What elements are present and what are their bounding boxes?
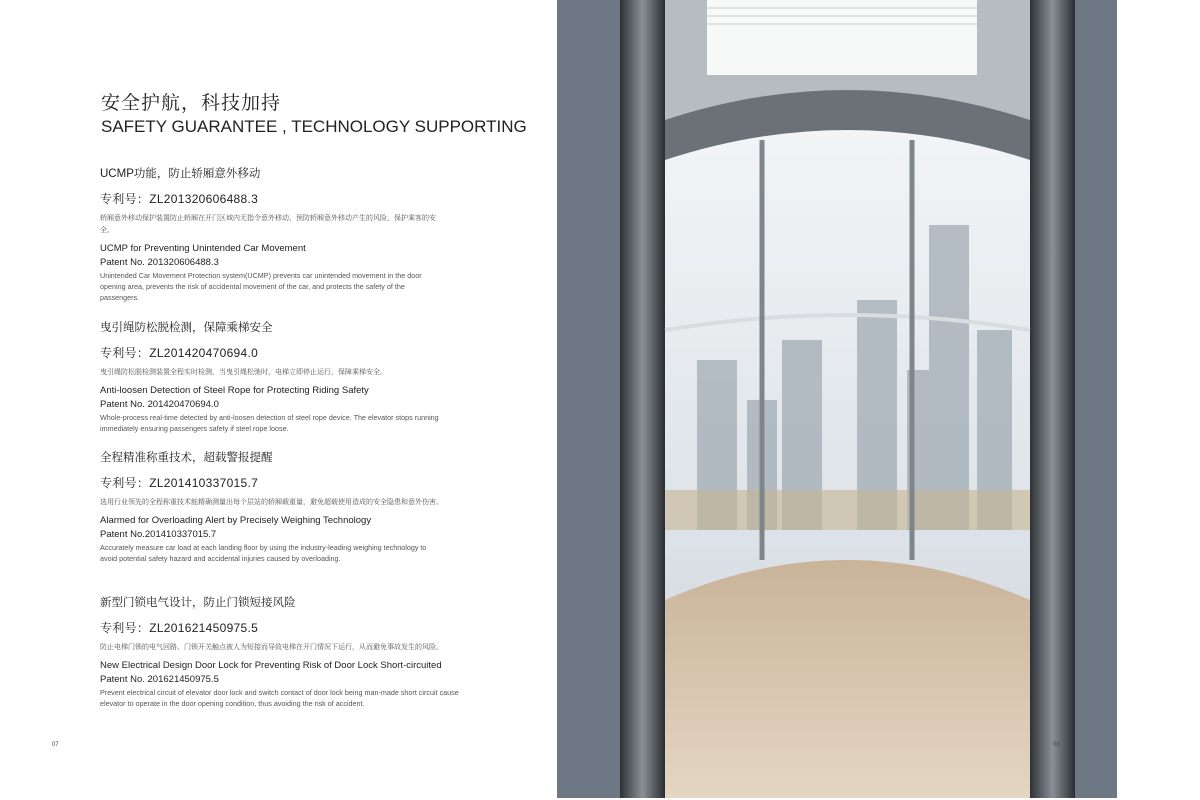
- desc-en: Prevent electrical circuit of elevator door lock and switch contact of door lock being man-made short circuit cause elevator to operate in the door opening condition, thus avoiding the risk of accident.: [100, 688, 459, 708]
- desc-cn: 轿厢意外移动保护装置防止轿厢在开门区域内无指令意外移动，预防轿厢意外移动产生的风险，保护乘客的安全。: [100, 215, 436, 234]
- feature-section-ucmp: [100, 165, 445, 303]
- heading-cn: UCMP功能，防止轿厢意外移动: [100, 168, 261, 180]
- patent-en: Patent No. 201320606488.3: [100, 257, 219, 268]
- feature-section-rope: [100, 319, 445, 434]
- patent-cn: 专利号：ZL201320606488.3: [100, 192, 259, 206]
- feature-section-door-lock: [100, 594, 460, 709]
- patent-en: Patent No. 201621450975.5: [100, 674, 219, 685]
- heading-en: Anti-loosen Detection of Steel Rope for Protecting Riding Safety: [100, 385, 369, 396]
- page-title-en: SAFETY GUARANTEE , TECHNOLOGY SUPPORTING: [101, 117, 527, 136]
- desc-cn: 防止电梯门锁的电气回路、门锁开关触点被人为短接而导致电梯在开门情况下运行，从而避免事故发生的风险。: [100, 644, 443, 651]
- heading-cn: 新型门锁电气设计，防止门锁短接风险: [100, 597, 296, 609]
- page-number-right: 08: [1053, 742, 1060, 748]
- patent-cn: 专利号：ZL201410337015.7: [100, 476, 259, 490]
- patent-cn: 专利号：ZL201621450975.5: [100, 621, 259, 635]
- heading-cn: 全程精准称重技术，超载警报提醒: [100, 452, 273, 464]
- desc-cn: 曳引绳防松脱检测装置全程实时检测，当曳引绳松弛时，电梯立即停止运行，保障乘梯安全。: [100, 369, 387, 376]
- left-frame-column: [620, 0, 665, 798]
- elevator-cabin-photo: [557, 0, 1117, 798]
- heading-cn: 曳引绳防松脱检测，保障乘梯安全: [100, 322, 273, 334]
- marble-floor: [665, 560, 1030, 798]
- right-frame-column: [1030, 0, 1075, 798]
- patent-cn: 专利号：ZL201420470694.0: [100, 346, 259, 360]
- page-number-left: 07: [52, 742, 59, 748]
- desc-cn: 选用行业领先的全程称重技术能精确测量出每个层站的轿厢载重量，避免超载使用造成的安全隐患和意外伤害。: [100, 499, 443, 506]
- ceiling-light: [707, 0, 977, 75]
- heading-en: UCMP for Preventing Unintended Car Movement: [100, 243, 306, 254]
- desc-en: Accurately measure car load at each landing floor by using the industry-leading weighing technology to avoid potential safety hazard and accidental injuries caused by overloading.: [100, 543, 427, 563]
- desc-en: Unintended Car Movement Protection system(UCMP) prevents car unintended movement in the door opening area, prevents the risk of accidental movement of the car, and protects the safety of the passengers.: [100, 271, 422, 302]
- page-title-cn: 安全护航，科技加持: [101, 93, 282, 114]
- heading-en: Alarmed for Overloading Alert by Precisely Weighing Technology: [100, 515, 372, 526]
- patent-en: Patent No.201410337015.7: [100, 529, 217, 540]
- patent-en: Patent No. 201420470694.0: [100, 399, 219, 410]
- desc-en: Whole-process real-time detected by anti-loosen detection of steel rope device. The elevator stops running immediately ensuring passengers safety if steel rope loose.: [100, 413, 439, 433]
- feature-section-weighing: [100, 449, 445, 564]
- heading-en: New Electrical Design Door Lock for Preventing Risk of Door Lock Short-circuited: [100, 660, 442, 671]
